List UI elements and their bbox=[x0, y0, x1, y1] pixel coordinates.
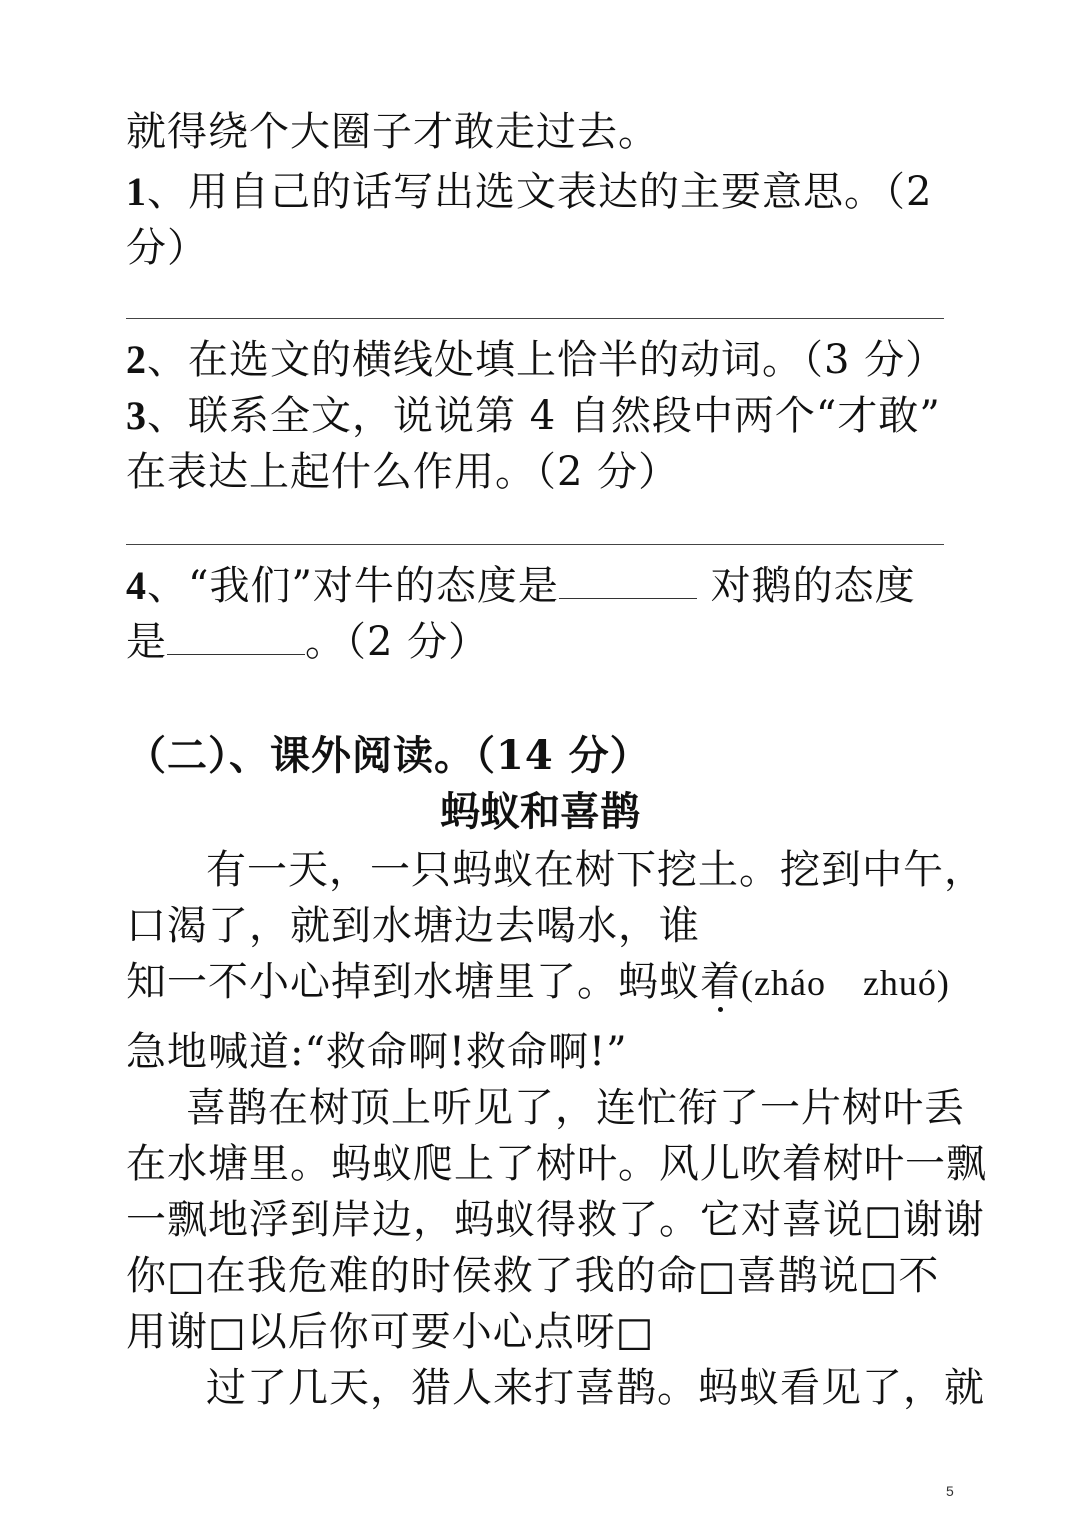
emphasis-dot-char: 着 bbox=[700, 959, 741, 1005]
story-p2-line-1: 喜鹊在树顶上听见了，连忙衔了一片树叶丢 bbox=[186, 1085, 965, 1131]
question-3-number: 3 bbox=[126, 393, 147, 438]
question-1-line-2: 分） bbox=[126, 225, 208, 271]
question-3-line-2: 在表达上起什么作用。（2 分） bbox=[126, 449, 680, 495]
question-4-text-2: 对鹅的态度 bbox=[696, 563, 916, 609]
question-4-number: 4 bbox=[126, 563, 147, 608]
question-4-line-1 bbox=[126, 563, 916, 609]
fill-blank-goose-attitude[interactable] bbox=[167, 646, 305, 655]
story-p1-line-1: 有一天，一只蚂蚁在树下挖土。挖到中午， bbox=[206, 847, 985, 893]
answer-line-2 bbox=[126, 544, 944, 545]
question-4-text-1: 、“我们”对牛的态度是 bbox=[147, 563, 559, 609]
fill-blank-cow-attitude[interactable] bbox=[559, 590, 697, 599]
pinyin-choice: (zháo zhuó) bbox=[741, 963, 950, 1003]
story-p2-line-4: 你□在我危难的时侯救了我的命□喜鹊说□不 bbox=[126, 1253, 940, 1299]
story-title: 蚂蚁和喜鹊 bbox=[440, 788, 640, 835]
question-1-line-1 bbox=[126, 169, 933, 215]
passage-end-line: 就得绕个大圈子才敢走过去。 bbox=[126, 109, 659, 155]
question-1-number: 1 bbox=[126, 169, 147, 214]
question-4-text-3: 是 bbox=[126, 619, 167, 665]
question-2-number: 2 bbox=[126, 337, 147, 382]
question-3-text: 、联系全文，说说第 4 自然段中两个“才敢” bbox=[147, 393, 941, 439]
section-heading: （二）、课外阅读。（14 分） bbox=[126, 732, 651, 779]
story-p3-line-1: 过了几天，猎人来打喜鹊。蚂蚁看见了，就 bbox=[206, 1365, 985, 1411]
question-4-line-2 bbox=[126, 619, 490, 665]
story-p1-line-3 bbox=[126, 959, 950, 1005]
story-p2-line-5: 用谢□以后你可要小心点呀□ bbox=[126, 1309, 655, 1355]
question-2-line bbox=[126, 337, 947, 383]
page-number: 5 bbox=[946, 1483, 954, 1499]
story-p2-line-3: 一飘地浮到岸边，蚂蚁得救了。它对喜说□谢谢 bbox=[126, 1197, 985, 1243]
answer-line-1 bbox=[126, 318, 944, 319]
story-p1-line-3-text: 知一不小心掉到水塘里了。蚂蚁 bbox=[126, 959, 700, 1005]
question-4-text-4: 。（2 分） bbox=[305, 619, 490, 665]
question-2-text: 、在选文的横线处填上恰半的动词。（3 分） bbox=[147, 337, 947, 383]
story-p2-line-2: 在水塘里。蚂蚁爬上了树叶。风儿吹着树叶一飘 bbox=[126, 1141, 987, 1187]
story-p1-line-2: 口渴了，就到水塘边去喝水，谁 bbox=[126, 903, 700, 949]
question-3-line-1 bbox=[126, 393, 941, 439]
story-p1-line-4: 急地喊道:“救命啊!救命啊!” bbox=[126, 1029, 628, 1075]
question-1-text: 、用自己的话写出选文表达的主要意思。（2 bbox=[147, 169, 933, 215]
